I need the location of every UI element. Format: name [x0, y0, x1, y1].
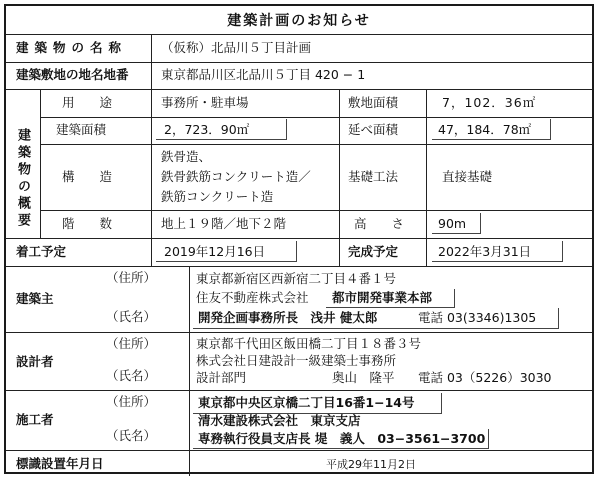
building-area-value: 2，723．90㎡	[164, 122, 250, 137]
rule	[339, 89, 340, 266]
owner-name-label: （氏名）	[106, 309, 157, 324]
owner-person: 開発企画事務所長 浅井 健太郎	[198, 310, 378, 325]
start-value: 2019年12月16日	[164, 244, 266, 259]
height-value: 90m	[438, 216, 467, 231]
site-address-value: 東京都品川区北品川５丁目 420 − 1	[161, 67, 366, 82]
rule	[40, 144, 592, 145]
designer-phone: 電話 03（5226）3030	[418, 370, 552, 385]
rule	[151, 34, 152, 238]
building-area-label: 建築面積	[56, 122, 107, 137]
designer-address: 東京都千代田区飯田橋二丁目１８番３号	[196, 336, 422, 351]
rule	[6, 238, 592, 239]
rule	[6, 34, 592, 35]
owner-company: 住友不動産株式会社	[196, 290, 309, 305]
rule	[6, 62, 592, 63]
contractor-label: 施工者	[16, 412, 54, 427]
designer-address-label: （住所）	[106, 336, 157, 351]
owner-department: 都市開発事業本部	[332, 290, 433, 305]
completion-label: 完成予定	[348, 244, 399, 259]
start-label: 着工予定	[16, 244, 67, 259]
designer-name-label: （氏名）	[106, 368, 157, 383]
contractor-address-label: （住所）	[106, 394, 157, 409]
overview-group-label: 建築物の概要	[15, 128, 30, 230]
foundation-label: 基礎工法	[348, 169, 399, 184]
designer-person: 奥山 隆平	[332, 370, 395, 385]
total-floor-area-value: 47，184．78㎡	[438, 122, 532, 137]
floors-label: 階 数	[62, 216, 113, 231]
structure-line-2: 鉄骨鉄筋コンクリート造／	[161, 169, 311, 184]
site-address-label: 建築敷地の地名地番	[16, 67, 129, 82]
rule	[40, 117, 592, 118]
rule	[6, 266, 592, 267]
designer-label: 設計者	[16, 354, 54, 369]
rule	[6, 450, 592, 451]
completion-value: 2022年3月31日	[438, 244, 532, 259]
rule	[6, 89, 592, 90]
notice-board	[4, 4, 594, 474]
total-floor-area-label: 延べ面積	[348, 122, 399, 137]
rule	[426, 89, 427, 266]
designer-company: 株式会社日建設計一級建築士事務所	[196, 353, 397, 368]
rule	[151, 238, 152, 266]
site-area-label: 敷地面積	[348, 95, 399, 110]
contractor-person: 専務執行役員支店長 堤 義人 03−3561−3700	[198, 431, 486, 446]
rule	[6, 390, 592, 391]
foundation-value: 直接基礎	[442, 169, 493, 184]
owner-address-label: （住所）	[106, 270, 157, 285]
height-label: 高 さ	[354, 216, 405, 231]
notice-date-value: 平成29年11月2日	[326, 458, 416, 471]
owner-label: 建築主	[16, 291, 54, 306]
contractor-company: 清水建設株式会社 東京支店	[198, 413, 361, 428]
designer-department: 設計部門	[196, 370, 247, 385]
site-area-value: 7，102．36㎡	[442, 95, 537, 110]
contractor-name-label: （氏名）	[106, 428, 157, 443]
rule	[40, 210, 592, 211]
structure-label: 構 造	[62, 169, 113, 184]
rule	[40, 89, 41, 238]
building-name-value: （仮称）北品川５丁目計画	[161, 40, 312, 55]
structure-line-3: 鉄筋コンクリート造	[161, 189, 274, 204]
owner-address: 東京都新宿区西新宿二丁目４番１号	[196, 271, 397, 286]
use-value: 事務所・駐車場	[161, 95, 249, 110]
use-label: 用 途	[62, 95, 113, 110]
owner-phone: 電話 03(3346)1305	[418, 310, 537, 325]
structure-line-1: 鉄骨造、	[161, 149, 212, 164]
floors-value: 地上１９階／地下２階	[161, 216, 287, 231]
rule	[189, 450, 190, 476]
contractor-address: 東京都中央区京橋二丁目16番1−14号	[198, 395, 415, 410]
page-title: 建築計画のお知らせ	[227, 13, 371, 29]
building-name-label: 建築物の名称	[16, 40, 128, 55]
notice-date-label: 標識設置年月日	[16, 456, 104, 471]
rule	[189, 266, 190, 450]
rule	[6, 332, 592, 333]
